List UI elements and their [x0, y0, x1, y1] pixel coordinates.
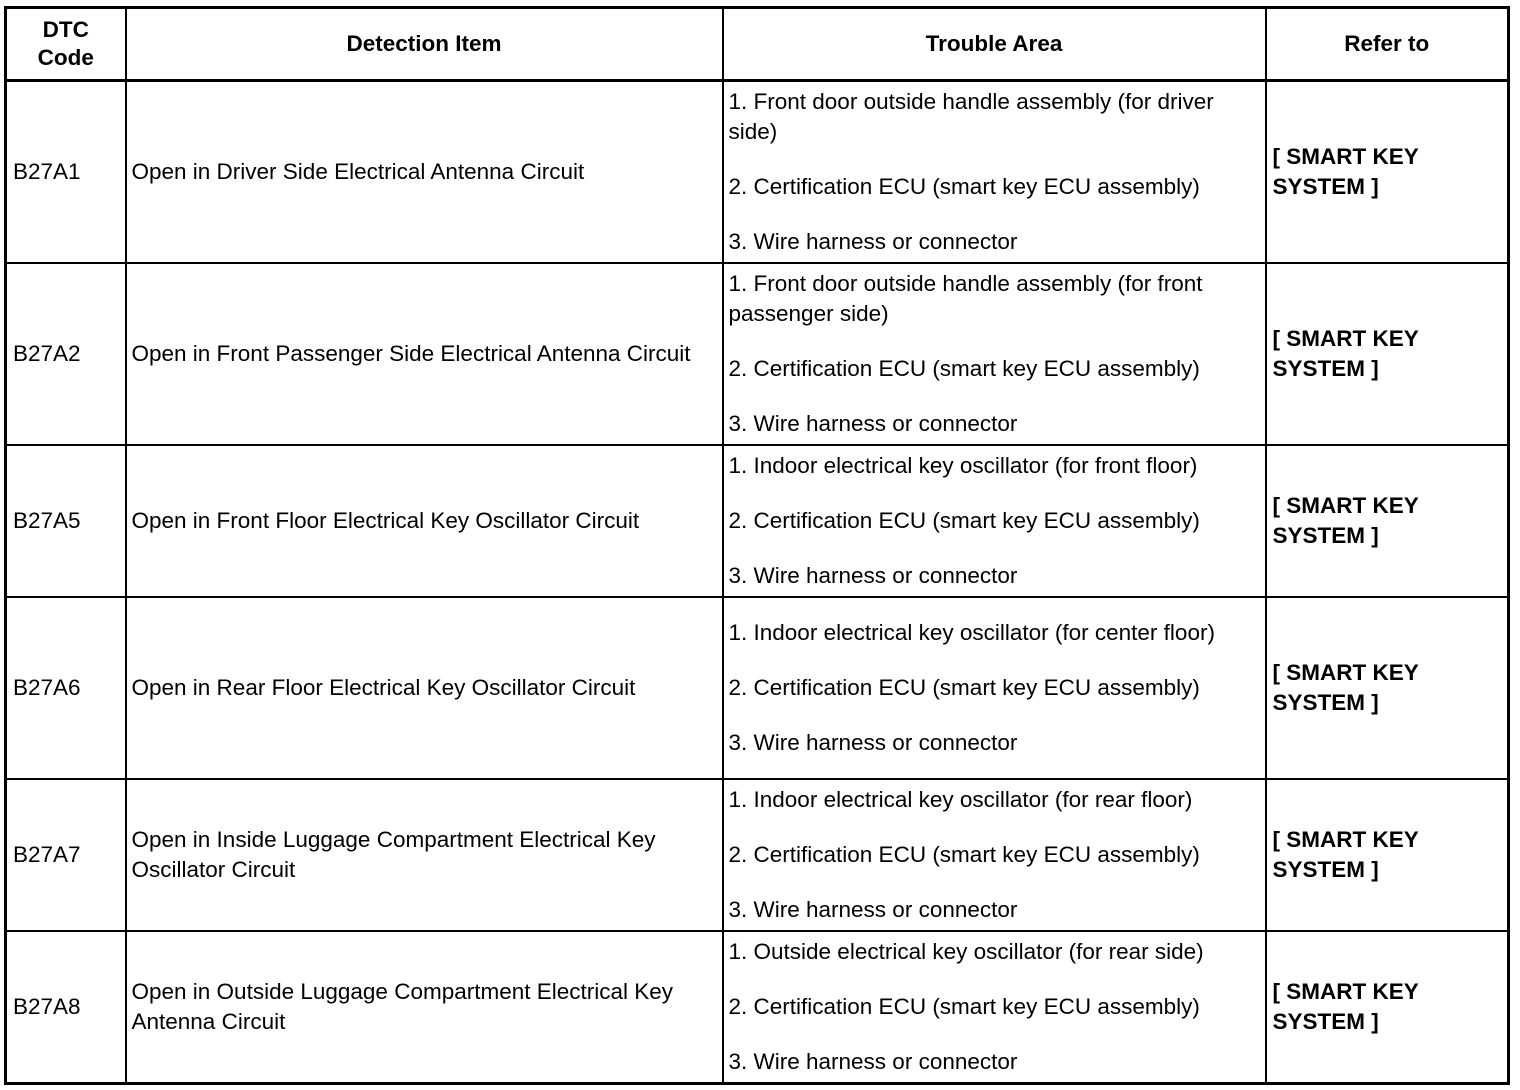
detection-item-cell: Open in Inside Luggage Compartment Electrical Key Oscillator Circuit — [126, 779, 723, 931]
trouble-area-line: 3. Wire harness or connector — [728, 411, 1018, 436]
header-dtc-code — [6, 8, 126, 81]
dtc-code-cell: B27A8 — [6, 931, 126, 1084]
refer-to-cell: [ SMART KEY SYSTEM ] — [1266, 597, 1509, 779]
header-trouble-area: Trouble Area — [723, 8, 1266, 81]
detection-item-cell: Open in Front Floor Electrical Key Oscillator Circuit — [126, 445, 723, 597]
trouble-area-line: 2. Certification ECU (smart key ECU assembly) — [728, 508, 1200, 533]
trouble-area-line: 1. Front door outside handle assembly (for front passenger side) — [728, 271, 1203, 326]
trouble-area-cell — [723, 263, 1266, 445]
trouble-area-cell — [723, 931, 1266, 1084]
table-row — [6, 445, 1509, 597]
trouble-area-cell — [723, 597, 1266, 779]
trouble-area-line: 1. Indoor electrical key oscillator (for front floor) — [728, 453, 1198, 478]
dtc-code-cell: B27A5 — [6, 445, 126, 597]
trouble-area-line: 3. Wire harness or connector — [728, 730, 1018, 755]
dtc-code-cell: B27A7 — [6, 779, 126, 931]
detection-item-cell: Open in Outside Luggage Compartment Electrical Key Antenna Circuit — [126, 931, 723, 1084]
detection-item-cell: Open in Front Passenger Side Electrical Antenna Circuit — [126, 263, 723, 445]
trouble-area-cell — [723, 81, 1266, 264]
detection-item-cell: Open in Driver Side Electrical Antenna Circuit — [126, 81, 723, 264]
trouble-area-line: 2. Certification ECU (smart key ECU assembly) — [728, 994, 1200, 1019]
dtc-table-container — [4, 6, 1507, 1085]
header-dtc-code-line1: DTC — [42, 17, 89, 42]
trouble-area-line: 3. Wire harness or connector — [728, 1049, 1018, 1074]
trouble-area-line: 1. Indoor electrical key oscillator (for rear floor) — [728, 787, 1193, 812]
refer-to-cell: [ SMART KEY SYSTEM ] — [1266, 445, 1509, 597]
refer-to-cell: [ SMART KEY SYSTEM ] — [1266, 779, 1509, 931]
detection-item-cell: Open in Rear Floor Electrical Key Oscillator Circuit — [126, 597, 723, 779]
trouble-area-cell — [723, 779, 1266, 931]
dtc-code-cell: B27A1 — [6, 81, 126, 264]
refer-to-cell: [ SMART KEY SYSTEM ] — [1266, 263, 1509, 445]
trouble-area-line: 3. Wire harness or connector — [728, 229, 1018, 254]
trouble-area-line: 2. Certification ECU (smart key ECU assembly) — [728, 174, 1200, 199]
dtc-table — [4, 6, 1510, 1085]
trouble-area-cell — [723, 445, 1266, 597]
header-refer-to: Refer to — [1266, 8, 1509, 81]
trouble-area-line: 2. Certification ECU (smart key ECU assembly) — [728, 842, 1200, 867]
trouble-area-line: 1. Outside electrical key oscillator (for rear side) — [728, 939, 1204, 964]
table-header-row — [6, 8, 1509, 81]
table-row — [6, 931, 1509, 1084]
trouble-area-line: 3. Wire harness or connector — [728, 563, 1018, 588]
header-detection-item: Detection Item — [126, 8, 723, 81]
trouble-area-line: 1. Front door outside handle assembly (for driver side) — [728, 89, 1214, 144]
trouble-area-line: 1. Indoor electrical key oscillator (for center floor) — [728, 620, 1215, 645]
table-row — [6, 81, 1509, 264]
refer-to-cell: [ SMART KEY SYSTEM ] — [1266, 931, 1509, 1084]
trouble-area-line: 2. Certification ECU (smart key ECU assembly) — [728, 356, 1200, 381]
trouble-area-line: 3. Wire harness or connector — [728, 897, 1018, 922]
table-row — [6, 597, 1509, 779]
trouble-area-line: 2. Certification ECU (smart key ECU assembly) — [728, 675, 1200, 700]
table-row — [6, 779, 1509, 931]
header-dtc-code-line2: Code — [37, 45, 94, 70]
refer-to-cell: [ SMART KEY SYSTEM ] — [1266, 81, 1509, 264]
dtc-code-cell: B27A6 — [6, 597, 126, 779]
dtc-code-cell: B27A2 — [6, 263, 126, 445]
table-row — [6, 263, 1509, 445]
